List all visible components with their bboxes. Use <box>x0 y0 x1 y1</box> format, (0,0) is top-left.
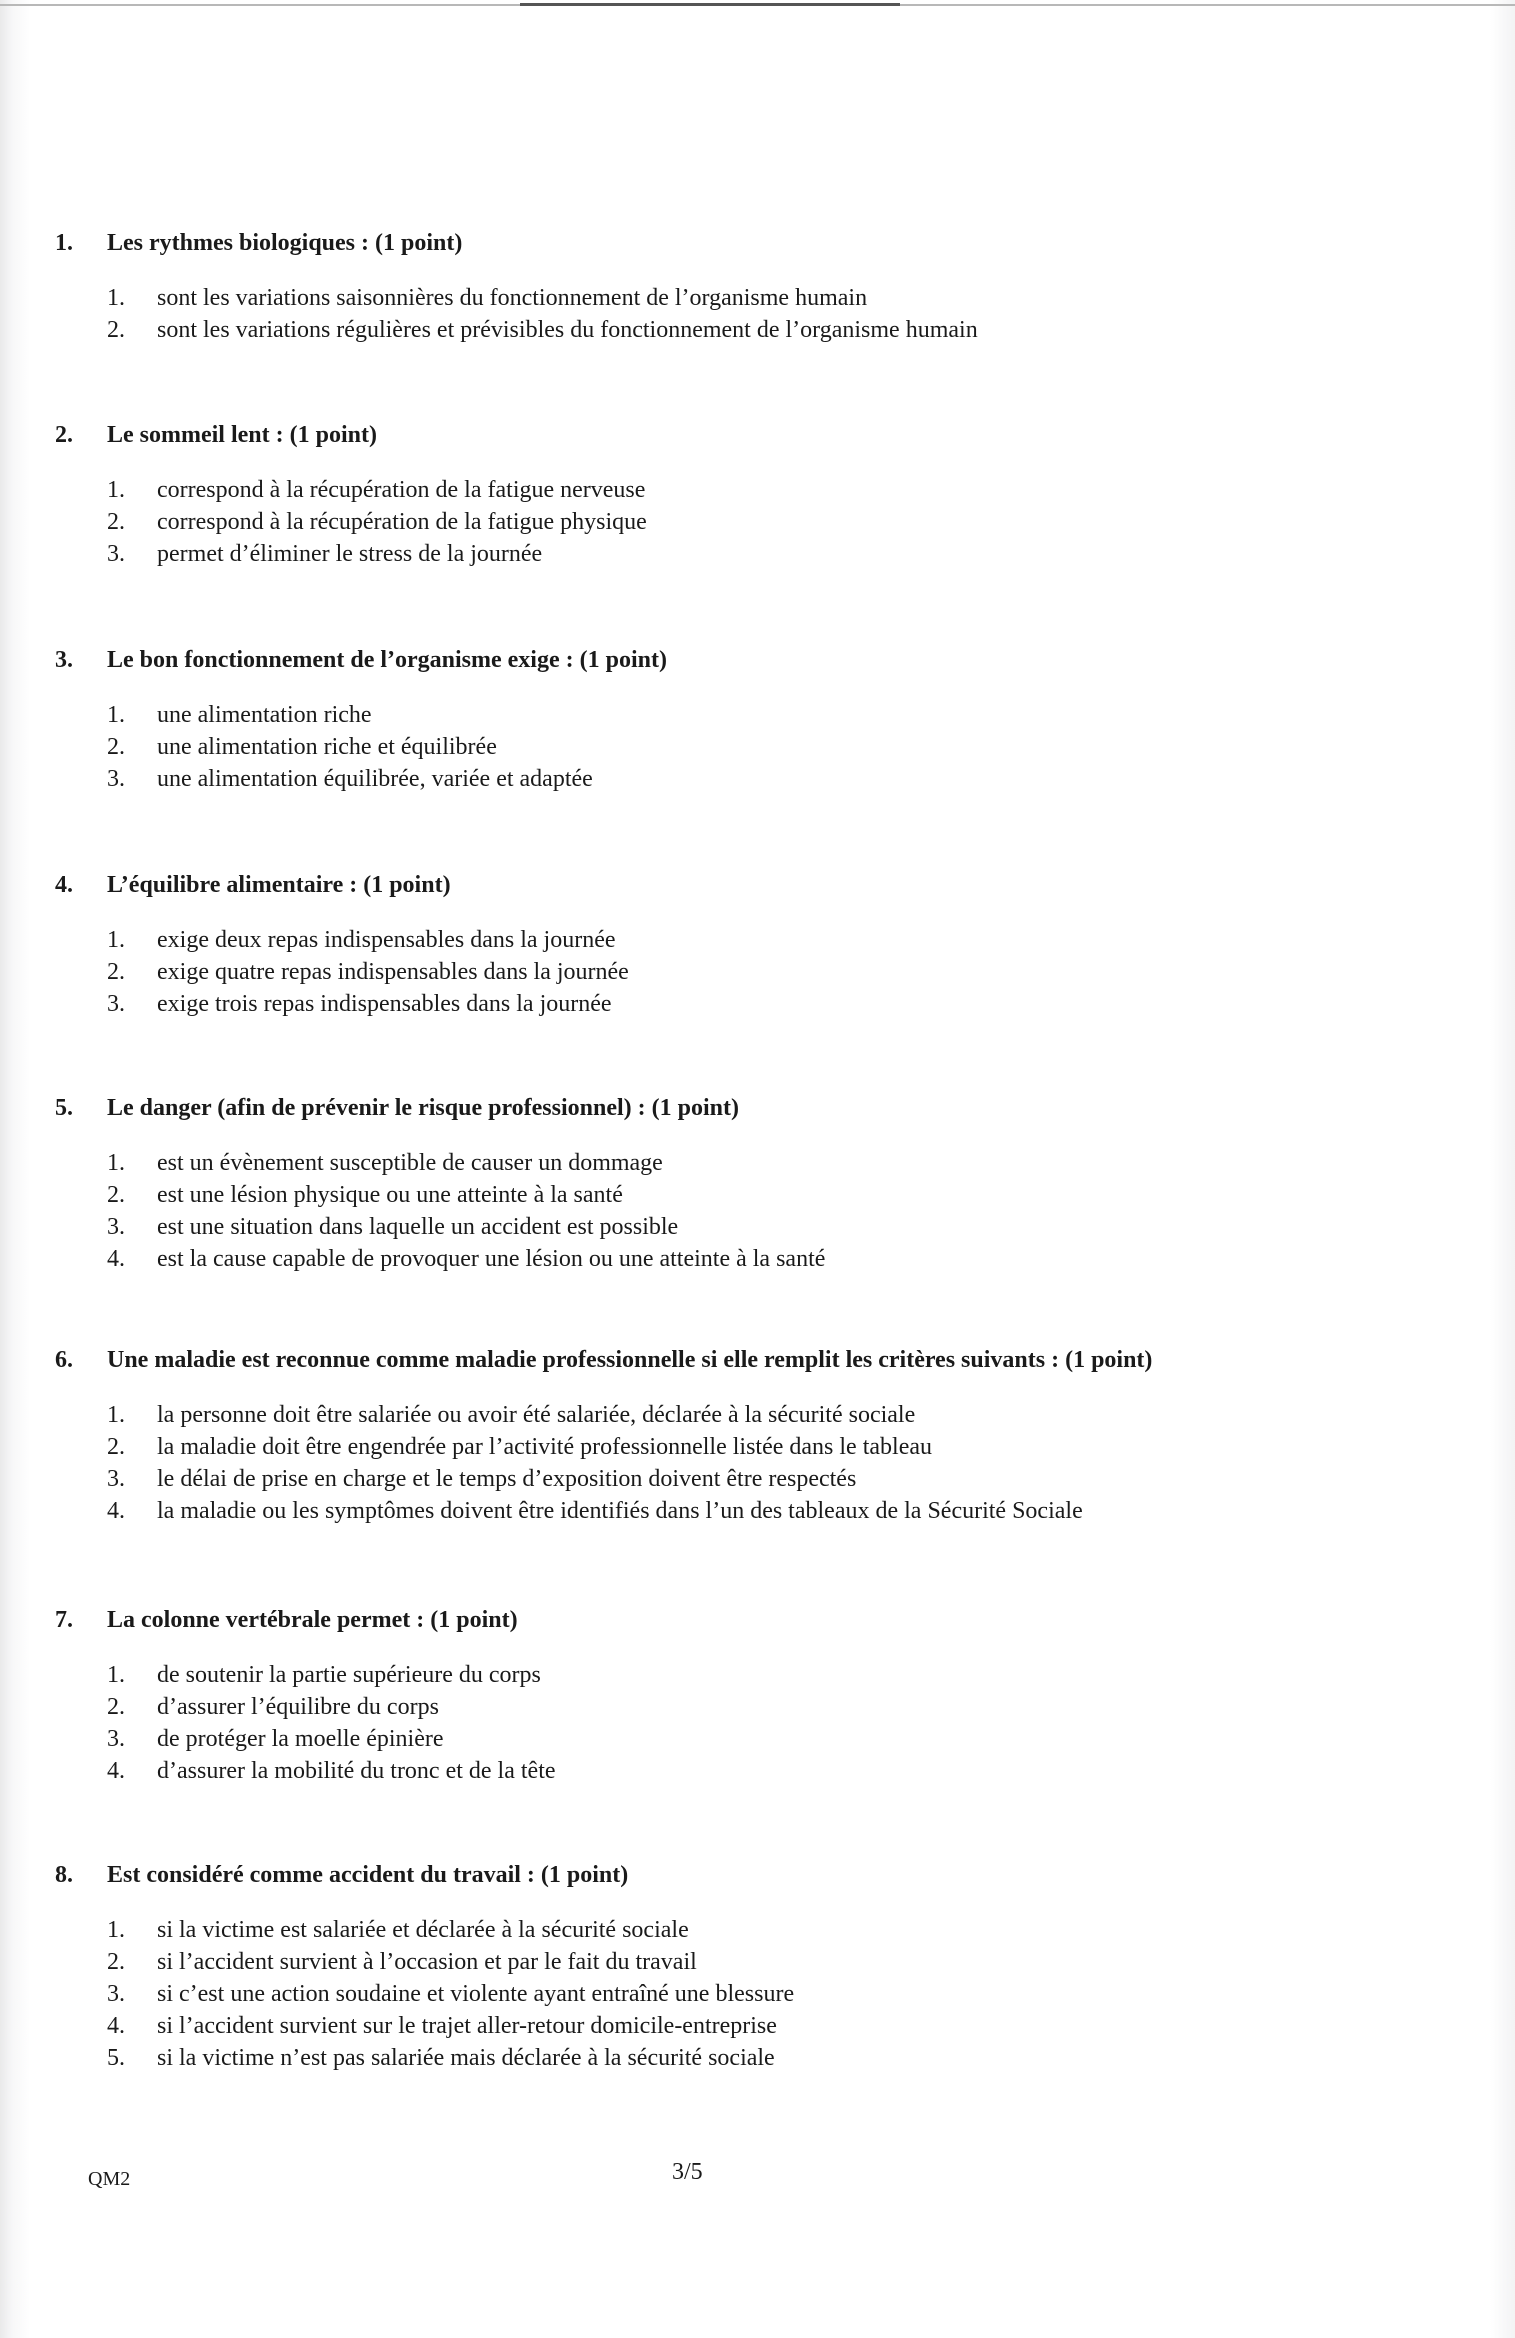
option-number: 2. <box>107 1434 125 1460</box>
option-text: une alimentation riche et équilibrée <box>157 734 497 760</box>
option-list <box>107 1399 1355 1527</box>
option-number: 1. <box>107 1402 125 1428</box>
option-item <box>107 1431 1355 1463</box>
option-number: 3. <box>107 1981 125 2007</box>
option-text: si l’accident survient sur le trajet aller-retour domicile-entreprise <box>157 2013 777 2039</box>
option-text: d’assurer l’équilibre du corps <box>157 1694 439 1720</box>
question-number: 8. <box>55 1862 73 1888</box>
option-item <box>107 2042 1355 2074</box>
option-text: la personne doit être salariée ou avoir été salariée, déclarée à la sécurité sociale <box>157 1402 916 1428</box>
option-list <box>107 1659 1355 1787</box>
question-number: 1. <box>55 230 73 256</box>
option-item <box>107 474 1355 506</box>
option-text: est la cause capable de provoquer une lésion ou une atteinte à la santé <box>157 1246 826 1272</box>
question-title: Le bon fonctionnement de l’organisme exige : (1 point) <box>107 647 667 673</box>
question-heading <box>55 420 1355 450</box>
option-item <box>107 2010 1355 2042</box>
question-heading <box>55 1093 1355 1123</box>
page-top-edge-dark <box>520 3 900 6</box>
option-number: 3. <box>107 766 125 792</box>
option-item <box>107 1399 1355 1431</box>
option-text: permet d’éliminer le stress de la journée <box>157 541 543 567</box>
option-text: est une lésion physique ou une atteinte à la santé <box>157 1182 623 1208</box>
option-number: 1. <box>107 927 125 953</box>
question-number: 5. <box>55 1095 73 1121</box>
option-number: 3. <box>107 1466 125 1492</box>
option-item <box>107 1755 1355 1787</box>
document-code: QM2 <box>88 2168 131 2190</box>
option-item <box>107 763 1355 795</box>
option-item <box>107 1946 1355 1978</box>
option-number: 2. <box>107 1949 125 1975</box>
option-item <box>107 506 1355 538</box>
page-number: 3/5 <box>672 2159 703 2185</box>
option-text: correspond à la récupération de la fatigue physique <box>157 509 647 535</box>
option-number: 3. <box>107 1214 125 1240</box>
option-item <box>107 1147 1355 1179</box>
option-item <box>107 314 1355 346</box>
option-text: si la victime n’est pas salariée mais déclarée à la sécurité sociale <box>157 2045 775 2071</box>
option-list <box>107 1147 1355 1275</box>
option-number: 3. <box>107 1726 125 1752</box>
option-text: correspond à la récupération de la fatigue nerveuse <box>157 477 646 503</box>
option-item <box>107 988 1355 1020</box>
option-number: 1. <box>107 285 125 311</box>
option-item <box>107 1495 1355 1527</box>
question-3 <box>55 645 1355 795</box>
option-item <box>107 1659 1355 1691</box>
option-number: 2. <box>107 509 125 535</box>
question-4 <box>55 870 1355 1020</box>
option-number: 4. <box>107 1246 125 1272</box>
option-item <box>107 1723 1355 1755</box>
option-item <box>107 731 1355 763</box>
option-text: sont les variations régulières et prévisibles du fonctionnement de l’organisme humain <box>157 317 978 343</box>
option-text: de soutenir la partie supérieure du corps <box>157 1662 541 1688</box>
option-text: exige quatre repas indispensables dans la journée <box>157 959 629 985</box>
option-text: une alimentation équilibrée, variée et adaptée <box>157 766 593 792</box>
option-item <box>107 282 1355 314</box>
question-5 <box>55 1093 1355 1275</box>
option-text: si l’accident survient à l’occasion et par le fait du travail <box>157 1949 697 1975</box>
option-text: le délai de prise en charge et le temps d’exposition doivent être respectés <box>157 1466 857 1492</box>
option-item <box>107 1243 1355 1275</box>
option-item <box>107 699 1355 731</box>
question-title: Est considéré comme accident du travail : (1 point) <box>107 1862 629 1888</box>
question-number: 6. <box>55 1347 73 1373</box>
option-list <box>107 924 1355 1020</box>
option-number: 2. <box>107 1182 125 1208</box>
option-number: 2. <box>107 734 125 760</box>
option-text: est une situation dans laquelle un accident est possible <box>157 1214 679 1240</box>
option-number: 2. <box>107 959 125 985</box>
question-1 <box>55 228 1355 346</box>
question-heading <box>55 645 1355 675</box>
option-item <box>107 956 1355 988</box>
question-8 <box>55 1860 1355 2074</box>
question-2 <box>55 420 1355 570</box>
option-list <box>107 474 1355 570</box>
option-text: la maladie ou les symptômes doivent être identifiés dans l’un des tableaux de la Sécurité Sociale <box>157 1498 1083 1524</box>
option-number: 1. <box>107 1917 125 1943</box>
option-number: 1. <box>107 1662 125 1688</box>
question-title: Une maladie est reconnue comme maladie professionnelle si elle remplit les critères suivants : (1 point) <box>107 1347 1153 1373</box>
option-item <box>107 1179 1355 1211</box>
question-number: 2. <box>55 422 73 448</box>
option-number: 2. <box>107 1694 125 1720</box>
question-title: La colonne vertébrale permet : (1 point) <box>107 1607 518 1633</box>
option-text: est un évènement susceptible de causer un dommage <box>157 1150 663 1176</box>
option-item <box>107 1914 1355 1946</box>
option-number: 1. <box>107 1150 125 1176</box>
question-number: 3. <box>55 647 73 673</box>
question-7 <box>55 1605 1355 1787</box>
option-text: d’assurer la mobilité du tronc et de la tête <box>157 1758 556 1784</box>
option-text: sont les variations saisonnières du fonctionnement de l’organisme humain <box>157 285 868 311</box>
option-text: de protéger la moelle épinière <box>157 1726 444 1752</box>
question-title: L’équilibre alimentaire : (1 point) <box>107 872 451 898</box>
option-item <box>107 1463 1355 1495</box>
question-6 <box>55 1345 1355 1527</box>
option-list <box>107 1914 1355 2074</box>
question-heading <box>55 1345 1355 1375</box>
question-title: Les rythmes biologiques : (1 point) <box>107 230 463 256</box>
option-number: 4. <box>107 1498 125 1524</box>
option-number: 5. <box>107 2045 125 2071</box>
option-item <box>107 1211 1355 1243</box>
option-number: 4. <box>107 2013 125 2039</box>
option-text: exige trois repas indispensables dans la journée <box>157 991 612 1017</box>
question-title: Le danger (afin de prévenir le risque professionnel) : (1 point) <box>107 1095 739 1121</box>
option-list <box>107 699 1355 795</box>
question-number: 7. <box>55 1607 73 1633</box>
question-heading <box>55 1605 1355 1635</box>
option-list <box>107 282 1355 346</box>
option-number: 3. <box>107 991 125 1017</box>
question-heading <box>55 870 1355 900</box>
question-heading <box>55 228 1355 258</box>
option-item <box>107 1978 1355 2010</box>
option-text: la maladie doit être engendrée par l’activité professionnelle listée dans le tableau <box>157 1434 932 1460</box>
option-number: 4. <box>107 1758 125 1784</box>
option-number: 1. <box>107 702 125 728</box>
option-number: 2. <box>107 317 125 343</box>
option-text: si la victime est salariée et déclarée à la sécurité sociale <box>157 1917 689 1943</box>
question-title: Le sommeil lent : (1 point) <box>107 422 377 448</box>
option-item <box>107 538 1355 570</box>
question-heading <box>55 1860 1355 1890</box>
question-number: 4. <box>55 872 73 898</box>
option-number: 1. <box>107 477 125 503</box>
option-text: si c’est une action soudaine et violente ayant entraîné une blessure <box>157 1981 795 2007</box>
option-number: 3. <box>107 541 125 567</box>
option-item <box>107 1691 1355 1723</box>
option-text: exige deux repas indispensables dans la journée <box>157 927 616 953</box>
option-item <box>107 924 1355 956</box>
option-text: une alimentation riche <box>157 702 372 728</box>
